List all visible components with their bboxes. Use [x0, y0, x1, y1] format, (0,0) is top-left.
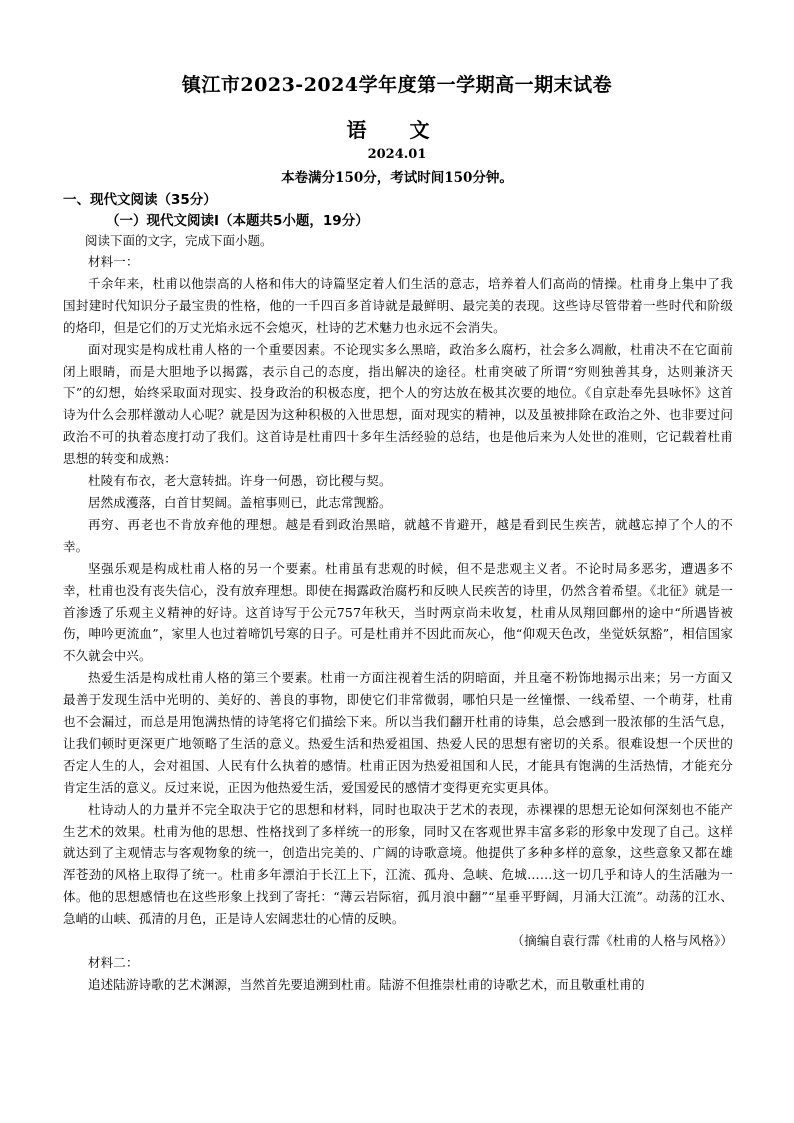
material-1-label: 材料一： — [88, 254, 139, 269]
exam-note: 本卷满分150分，考试时间150分钟。 — [281, 170, 513, 186]
poem-line: 居然成濩落，白首甘契阔。盖棺事则已，此志常觊豁。 — [88, 494, 392, 510]
paragraph: 再穷、再老也不肯放弃他的理想。越是看到政治黑暗，就越不肯避开，越是看到民生疾苦，就越忘掉了个人的不幸。 — [63, 516, 733, 554]
paragraph: 面对现实是构成杜甫人格的一个重要因素。不论现实多么黑暗，政治多么腐朽，社会多么凋敝，杜甫决不在它面前闭上眼睛，而是大胆地予以揭露，表示自己的态度，指出解决的途径。杜甫突破了所谓“穷则独善其身，达则兼济天下”的幻想，始终采取面对现实、投身政治的积极态度，把个人的穷达放在极其次要的地位。《自京赴奉先县咏怀》这首诗为什么会那样激动人心呢？就是因为这种积极的入世思想，面对现实的精神，以及虽被排除在政治之外、也非要过问政治不可的执着态度打动了我们。这首诗是杜甫四十多年生活经验的总结，也是他后来为人处世的准则，它记载着杜甫思想的转变和成熟： — [63, 341, 733, 467]
paragraph: 坚强乐观是构成杜甫人格的另一个要素。杜甫虽有悲观的时候，但不是悲观主义者。不论时局多恶劣，遭遇多不幸，杜甫也没有丧失信心，没有放弃理想。即使在揭露政治腐朽和反映人民疾苦的诗里，仍然含着希望。《北征》就是一首渗透了乐观主义精神的好诗。这首诗写于公元757年秋天，当时两京尚未收复，杜甫从凤翔回鄜州的途中“所遇皆被伤，呻吟更流血”，家里人也过着啼饥号寒的日子。可是杜甫并不因此而灰心，他“仰观天色改，坐觉妖氛豁”，相信国家不久就会中兴。 — [63, 560, 733, 664]
paragraph: 热爱生活是构成杜甫人格的第三个要素。杜甫一方面注视着生活的阴暗面，并且毫不粉饰地揭示出来；另一方面又最善于发现生活中光明的、美好的、善良的事物，即使它们非常微弱，哪怕只是一丝憧憬、一线希望、一个萌芽，杜甫也不会漏过，而总是用饱满热情的诗笔将它们描绘下来。所以当我们翻开杜甫的诗集，总会感到一股浓郁的生活气息，让我们顿时更深更广地领略了生活的意义。热爱生活和热爱祖国、热爱人民的思想有密切的关系。很难设想一个厌世的否定人生的人，会对祖国、人民有什么执着的感情。杜甫正因为热爱祖国和人民，才能具有饱满的生活热情，才能充分肯定生活的意义。反过来说，正因为他热爱生活，爱国爱民的感情才变得更充实更具体。 — [63, 670, 733, 795]
poem-line: 杜陵有布衣，老大意转拙。许身一何愚，窃比稷与契。 — [88, 473, 392, 489]
source-citation: （摘编自袁行霈《杜甫的人格与风格》） — [511, 933, 733, 949]
paragraph: 追述陆游诗歌的艺术渊源，当然首先要追溯到杜甫。陆游不但推崇杜甫的诗歌艺术，而且敬重杜甫的 — [88, 976, 645, 992]
subject-title: 语 文 — [346, 118, 448, 142]
subsection-heading: （一）现代文阅读Ⅰ（本题共5小题，19分） — [106, 213, 369, 229]
material-2-label: 材料二： — [88, 955, 139, 970]
reading-passage — [63, 251, 733, 996]
paragraph: 杜诗动人的力量并不完全取决于它的思想和材料，同时也取决于艺术的表现，赤裸裸的思想无论如何深刻也不能产生艺术的效果。杜甫为他的思想、性格找到了多样统一的形象，同时又在客观世界丰富多彩的形象中发现了自己。这样就达到了主观情志与客观物象的统一，创造出完美的、广阔的诗歌意境。他提供了多种多样的意象，这些意象又都在雄浑苍劲的风格上取得了统一。杜甫多年漂泊于长江上下，江流、孤舟、急峡、危城……这一切几乎和诗人的生活融为一体。他的思想感情也在这些形象上找到了寄托：“薄云岩际宿，孤月浪中翻”“星垂平野阔，月涌大江流”。动荡的江水、急峭的山峡、孤清的月色，正是诗人宏阔悲壮的心情的反映。 — [63, 801, 733, 927]
exam-title: 镇江市2023-2024学年度第一学期高一期末试卷 — [181, 74, 613, 96]
section-heading: 一、现代文阅读（35分） — [63, 192, 217, 208]
paragraph: 千余年来，杜甫以他崇高的人格和伟大的诗篇坚定着人们生活的意志，培养着人们高尚的情操。杜甫身上集中了我国封建时代知识分子最宝贵的性格，他的一千四百多首诗就是最鲜明、最完美的表现。这些诗尽管带着一些时代和阶级的烙印，但是它们的万丈光焰永远不会熄灭，杜诗的艺术魅力也永远不会消失。 — [63, 275, 733, 335]
exam-date: 2024.01 — [367, 147, 427, 162]
reading-instruction: 阅读下面的文字，完成下面小题。 — [85, 233, 273, 248]
